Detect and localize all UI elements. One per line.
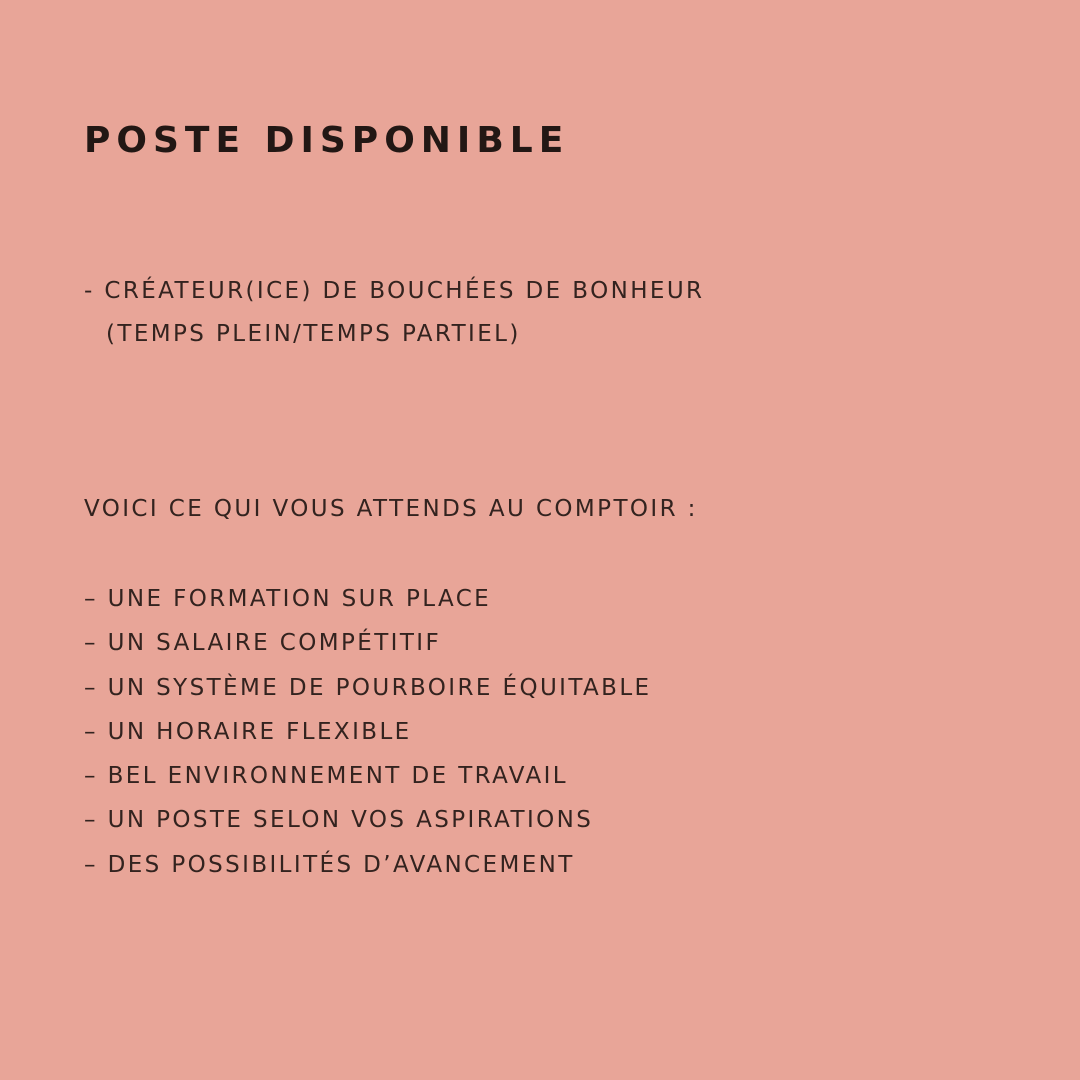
job-position-schedule: (TEMPS PLEIN/TEMPS PARTIEL) xyxy=(106,321,521,347)
benefits-list xyxy=(84,577,651,887)
benefit-item-salary: – UN SALAIRE COMPÉTITIF xyxy=(84,630,442,657)
page-title: POSTE DISPONIBLE xyxy=(84,120,570,161)
benefit-item-aspirations: – UN POSTE SELON VOS ASPIRATIONS xyxy=(84,807,594,834)
benefit-item-training: – UNE FORMATION SUR PLACE xyxy=(84,586,492,612)
benefits-intro: VOICI CE QUI VOUS ATTENDS AU COMPTOIR : xyxy=(84,496,698,522)
job-position xyxy=(84,270,704,356)
benefit-item-environment: – BEL ENVIRONNEMENT DE TRAVAIL xyxy=(84,763,568,790)
benefit-item-schedule: – UN HORAIRE FLEXIBLE xyxy=(84,718,412,745)
job-position-title: - CRÉATEUR(ICE) DE BOUCHÉES DE BONHEUR xyxy=(84,278,705,304)
benefit-item-advancement: – DES POSSIBILITÉS D’AVANCEMENT xyxy=(84,851,575,878)
benefit-item-tips: – UN SYSTÈME DE POURBOIRE ÉQUITABLE xyxy=(84,674,652,701)
